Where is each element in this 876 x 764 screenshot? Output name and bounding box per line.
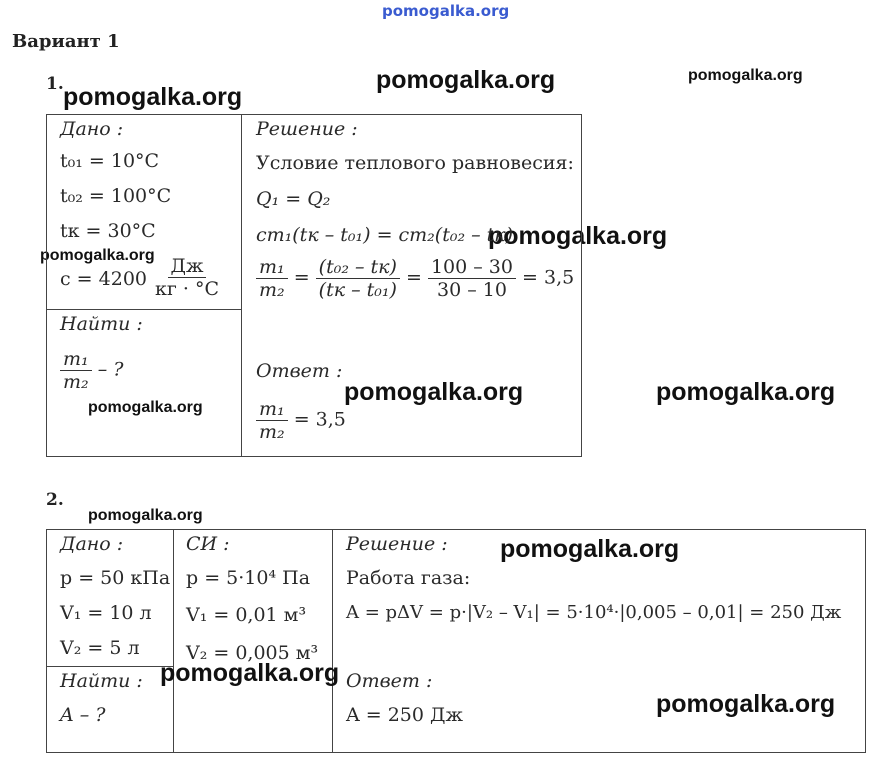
given-tk: tк = 30°C [60,220,156,242]
find-suffix: – ? [97,358,124,381]
answer-ratio [256,398,346,443]
work-text: Работа газа: [346,567,471,589]
watermark: pomogalka.org [500,535,680,563]
ratio-numerator: m₁ [256,256,288,279]
watermark: pomogalka.org [376,66,556,94]
answer2-value: A = 250 Дж [346,704,463,726]
equation-ratio: $\frac{\text{m₁}}{\text{m₂}}$ = $\frac{\text{(t₀₂ – tк)}}{\text{(tк – t₀₁)}}$ = $\frac{100 - 30}{30 - 10}$ = 3,5 [256,256,574,301]
ratio-denominator: m₂ [259,279,285,301]
watermark: pomogalka.org [40,247,155,264]
given-c: c = 4200 [60,268,147,290]
given-c-unit [152,255,222,300]
frac3-numerator: 100 – 30 [428,256,516,279]
answer-denominator: m₂ [259,421,285,443]
task2-number: 2. [46,490,64,510]
frac2-numerator: (t₀₂ – tк) [316,256,400,279]
watermark: pomogalka.org [656,378,836,406]
watermark: pomogalka.org [344,378,524,406]
given2-label: Дано : [60,533,124,555]
given-t01: t₀₁ = 10°C [60,150,160,172]
work-formula: A = pΔV = p·|V₂ – V₁| = 5·10⁴·|0,005 – 0,01| = 250 Дж [346,602,842,623]
watermark: pomogalka.org [488,222,668,250]
watermark: pomogalka.org [88,507,203,524]
solution2-label: Решение : [346,533,448,555]
given2-v1: V₁ = 10 л [60,602,152,624]
given2-v2: V₂ = 5 л [60,637,140,659]
find2-value: A – ? [60,704,106,726]
answer-label: Ответ : [256,360,343,382]
task2-divider [173,529,174,752]
given-label: Дано : [60,118,124,140]
find-denominator: m₂ [63,371,89,393]
frac3-denominator: 30 – 10 [436,279,507,301]
si-v2: V₂ = 0,005 м³ [186,642,319,664]
equation-q: Q₁ = Q₂ [256,188,331,210]
watermark: pomogalka.org [656,690,836,718]
equation-heat: cm₁(tк – t₀₁) = cm₂(t₀₂ – tк) [256,224,514,246]
answer2-label: Ответ : [346,670,433,692]
task2-divider [332,529,333,752]
given2-p: p = 50 кПа [60,567,171,589]
find-label: Найти : [60,313,143,335]
answer-value: = 3,5 [293,408,346,431]
watermark: pomogalka.org [160,659,340,687]
find-numerator: m₁ [60,348,92,371]
find2-label: Найти : [60,670,143,692]
task1-divider [46,309,242,310]
condition-text: Условие теплового равновесия: [256,152,574,174]
si-label: СИ : [186,533,230,555]
task2-divider [46,666,174,667]
find-ratio [60,348,123,393]
ratio-result: = 3,5 [522,266,575,289]
watermark: pomogalka.org [63,83,243,111]
solution-label: Решение : [256,118,358,140]
task1-divider [241,114,242,456]
si-p: p = 5·10⁴ Па [186,567,311,589]
page-title: Вариант 1 [12,31,120,52]
task1-number: 1. [46,74,64,94]
watermark: pomogalka.org [688,67,803,84]
c-unit-denominator: кг · °C [155,278,219,300]
frac2-denominator: (tк – t₀₁) [318,279,397,301]
watermark: pomogalka.org [88,399,203,416]
watermark-top: pomogalka.org [382,2,510,20]
si-v1: V₁ = 0,01 м³ [186,604,307,626]
given-t02: t₀₂ = 100°C [60,185,172,207]
answer-numerator: m₁ [256,398,288,421]
c-unit-numerator: Дж [168,255,207,278]
